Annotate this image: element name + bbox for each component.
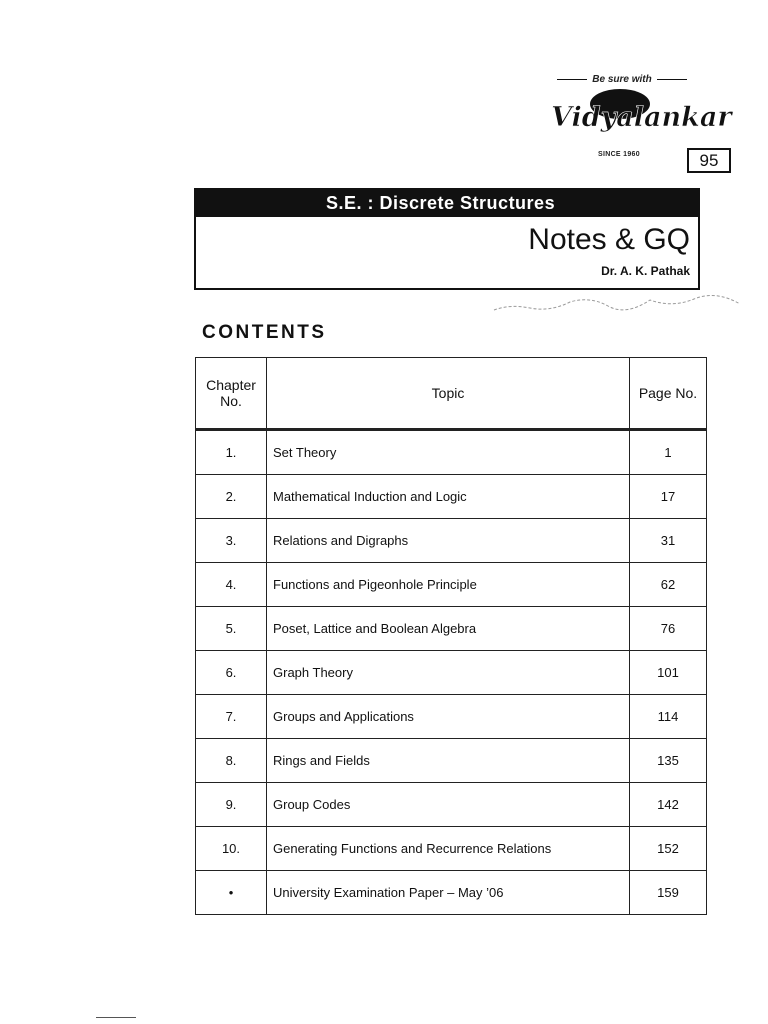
page-number-box bbox=[687, 148, 731, 173]
chapter-number: 10. bbox=[196, 827, 267, 871]
topic-title: Poset, Lattice and Boolean Algebra bbox=[267, 607, 630, 651]
topic-title: Groups and Applications bbox=[267, 695, 630, 739]
topic-title: Group Codes bbox=[267, 783, 630, 827]
brand-tagline bbox=[552, 72, 692, 86]
tagline-rule-left bbox=[557, 79, 587, 80]
page-number-cell: 159 bbox=[630, 871, 707, 915]
logo-wordmark: Vidyalankar bbox=[551, 102, 732, 133]
topic-title: Rings and Fields bbox=[267, 739, 630, 783]
contents-table bbox=[195, 357, 707, 915]
topic-title: Mathematical Induction and Logic bbox=[267, 475, 630, 519]
table-row bbox=[196, 739, 707, 783]
table-row bbox=[196, 607, 707, 651]
page-number-cell: 152 bbox=[630, 827, 707, 871]
topic-title: Set Theory bbox=[267, 430, 630, 475]
page-number: 95 bbox=[699, 151, 719, 170]
course-banner bbox=[196, 190, 698, 217]
page-number-cell: 31 bbox=[630, 519, 707, 563]
page-number-cell: 114 bbox=[630, 695, 707, 739]
column-header-page: Page No. bbox=[630, 358, 707, 430]
page-number-cell: 76 bbox=[630, 607, 707, 651]
chapter-number: 8. bbox=[196, 739, 267, 783]
table-row bbox=[196, 695, 707, 739]
author-name: Dr. A. K. Pathak bbox=[601, 264, 690, 278]
title-box bbox=[194, 188, 700, 290]
brand-since: SINCE 1960 bbox=[598, 151, 640, 158]
tagline-text: Be sure with bbox=[592, 73, 652, 85]
page-number-cell: 62 bbox=[630, 563, 707, 607]
topic-title: Functions and Pigeonhole Principle bbox=[267, 563, 630, 607]
chapter-number: 9. bbox=[196, 783, 267, 827]
table-header-row bbox=[196, 358, 707, 430]
page-number-cell: 17 bbox=[630, 475, 707, 519]
page-number-cell: 142 bbox=[630, 783, 707, 827]
table-row bbox=[196, 871, 707, 915]
scribble-stroke bbox=[494, 295, 740, 310]
contents-heading: CONTENTS bbox=[202, 322, 327, 343]
tagline-rule-right bbox=[657, 79, 687, 80]
chapter-number: 3. bbox=[196, 519, 267, 563]
table-row bbox=[196, 563, 707, 607]
topic-title: Generating Functions and Recurrence Relations bbox=[267, 827, 630, 871]
vidyalankar-logo bbox=[548, 86, 732, 146]
topic-title: Relations and Digraphs bbox=[267, 519, 630, 563]
chapter-bullet: • bbox=[196, 871, 267, 915]
table-row bbox=[196, 475, 707, 519]
chapter-number: 1. bbox=[196, 430, 267, 475]
course-title: S.E. : Discrete Structures bbox=[326, 193, 556, 213]
chapter-number: 7. bbox=[196, 695, 267, 739]
topic-title: Graph Theory bbox=[267, 651, 630, 695]
table-row bbox=[196, 519, 707, 563]
chapter-number: 2. bbox=[196, 475, 267, 519]
topic-title: University Examination Paper – May ’06 bbox=[267, 871, 630, 915]
table-row bbox=[196, 651, 707, 695]
page-number-cell: 101 bbox=[630, 651, 707, 695]
table-row bbox=[196, 783, 707, 827]
handwritten-scribble bbox=[490, 290, 750, 316]
chapter-number: 5. bbox=[196, 607, 267, 651]
table-row bbox=[196, 430, 707, 475]
notes-title: Notes & GQ bbox=[528, 223, 690, 256]
column-header-chapter: Chapter No. bbox=[196, 358, 267, 430]
margin-mark bbox=[96, 1017, 136, 1018]
table-row bbox=[196, 827, 707, 871]
chapter-number: 4. bbox=[196, 563, 267, 607]
chapter-number: 6. bbox=[196, 651, 267, 695]
column-header-topic: Topic bbox=[267, 358, 630, 430]
page-number-cell: 135 bbox=[630, 739, 707, 783]
page-number-cell: 1 bbox=[630, 430, 707, 475]
